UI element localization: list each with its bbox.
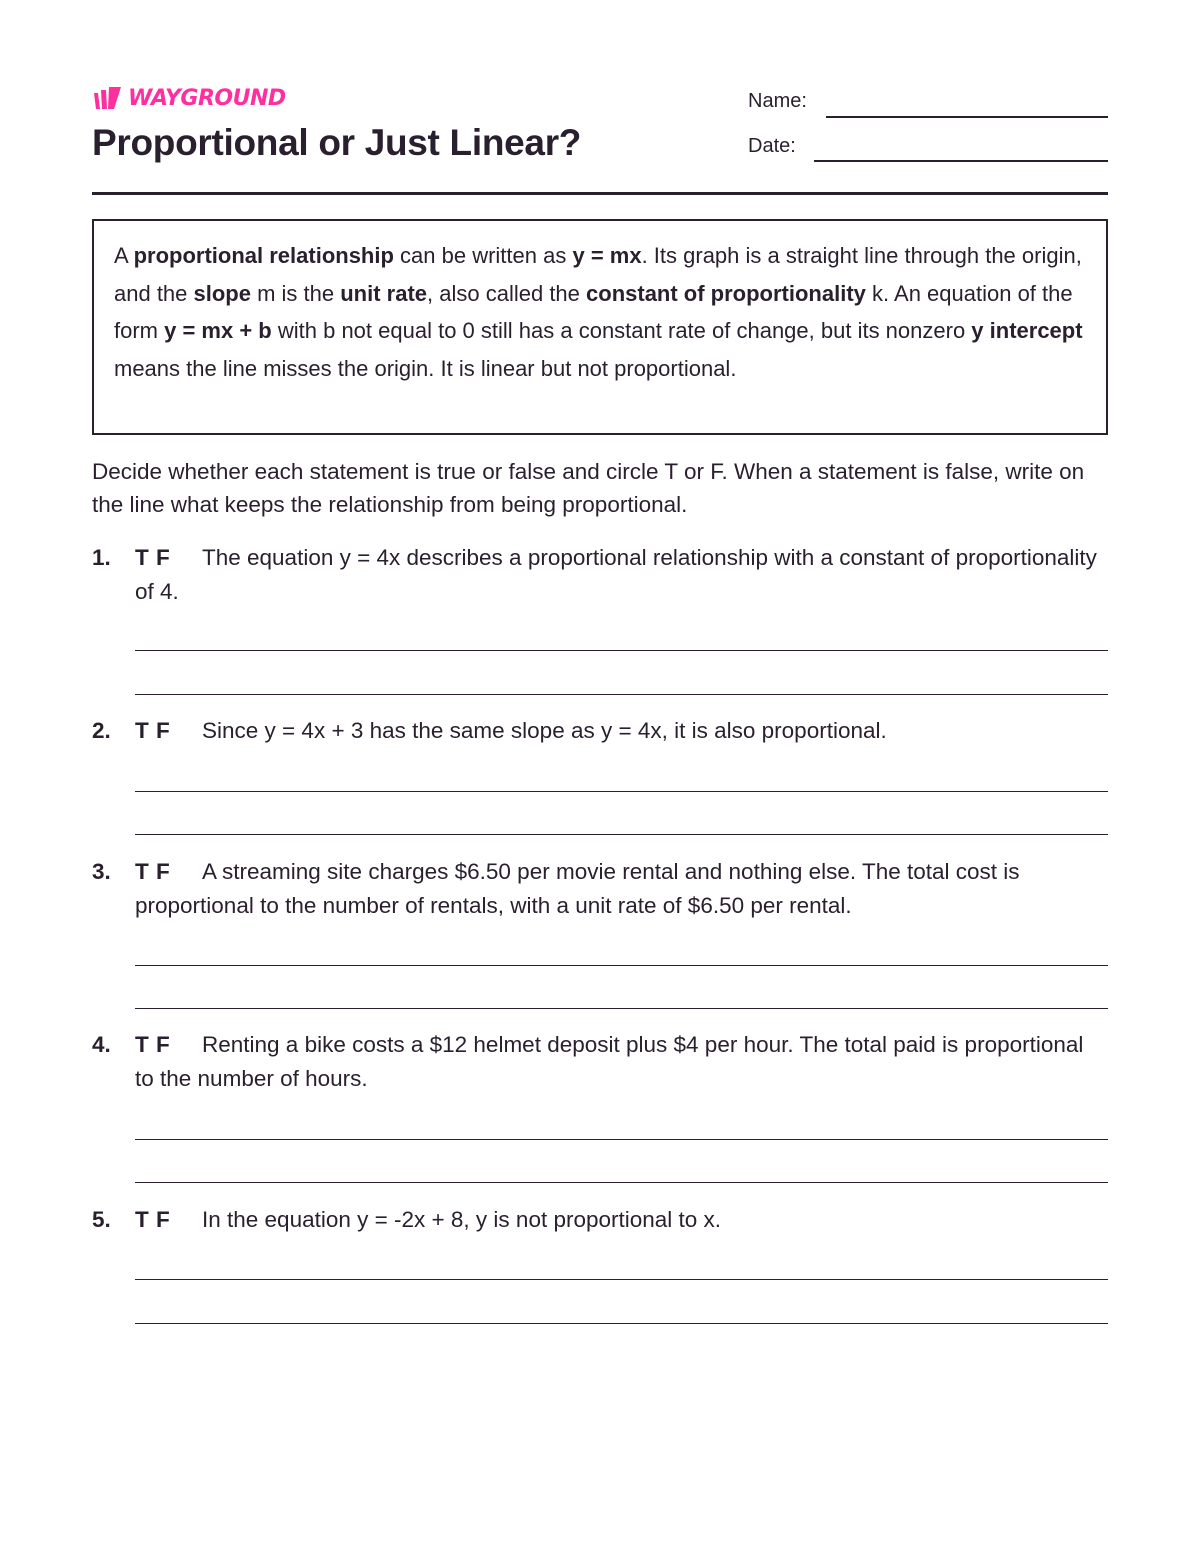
question-2 [92, 714, 1108, 748]
answer-line[interactable] [135, 834, 1108, 835]
true-false-choice[interactable]: T F [135, 545, 171, 570]
answer-line[interactable] [135, 694, 1108, 695]
question-text: Renting a bike costs a $12 helmet deposit plus $4 per hour. The total paid is proportional to the number of hours. [135, 1032, 1084, 1091]
answer-line[interactable] [135, 1139, 1108, 1140]
question-text: In the equation y = -2x + 8, y is not proportional to x. [202, 1207, 722, 1232]
question-text: Since y = 4x + 3 has the same slope as y = 4x, it is also proportional. [202, 718, 887, 743]
true-false-choice[interactable]: T F [135, 859, 171, 884]
instructions: Decide whether each statement is true or false and circle T or F. When a statement is false, write on the line what keeps the relationship from being proportional. [92, 459, 1085, 517]
answer-line[interactable] [135, 791, 1108, 792]
info-term: y = mx [572, 243, 642, 268]
info-text: with b not equal to 0 still has a constant rate of change, but its nonzero [271, 318, 972, 343]
answer-line[interactable] [135, 965, 1108, 966]
answer-line[interactable] [135, 650, 1108, 651]
question-number: 3. [92, 859, 111, 884]
info-text: m is the [250, 280, 341, 306]
info-text: , also called the [427, 280, 587, 306]
question-number: 4. [92, 1032, 111, 1057]
info-text: . Its graph is a straight line through the origin, and the [114, 243, 1082, 306]
info-text: means the line misses the origin. It is linear but not proportional. [114, 355, 737, 381]
question-number: 1. [92, 545, 111, 570]
question-text: A streaming site charges $6.50 per movie rental and nothing else. The total cost is proportional to the number of rentals, with a unit rate of $6.50 per rental. [135, 859, 1020, 918]
true-false-choice[interactable]: T F [135, 1032, 171, 1057]
definition-box [92, 219, 1108, 435]
question-number: 2. [92, 718, 111, 743]
answer-line[interactable] [135, 1182, 1108, 1183]
answer-line[interactable] [135, 1323, 1108, 1324]
wayground-logo-icon [92, 87, 122, 111]
info-text: can be written as [393, 243, 573, 268]
info-term: y = mx + b [164, 318, 272, 343]
info-term: unit rate [340, 280, 428, 306]
brand-name: WAYGROUND [128, 86, 286, 111]
info-text: k. An equation of the form [114, 280, 1073, 343]
question-text: The equation y = 4x describes a proportional relationship with a constant of proportionality of 4. [135, 545, 1097, 604]
question-4 [92, 1028, 1108, 1096]
question-3 [92, 855, 1108, 923]
info-term: y intercept [971, 318, 1083, 343]
name-label: Name: [748, 90, 807, 112]
name-field[interactable] [826, 116, 1108, 118]
info-term: proportional relationship [133, 243, 394, 268]
date-field[interactable] [814, 160, 1108, 162]
page-title: Proportional or Just Linear? [92, 122, 582, 163]
brand-logo [92, 86, 286, 111]
question-number: 5. [92, 1207, 111, 1232]
true-false-choice[interactable]: T F [135, 718, 171, 743]
header-divider [92, 192, 1108, 195]
info-term: constant of proportionality [586, 280, 866, 306]
answer-line[interactable] [135, 1008, 1108, 1009]
date-label: Date: [748, 135, 796, 157]
true-false-choice[interactable]: T F [135, 1207, 171, 1232]
info-term: slope [193, 280, 251, 306]
question-5 [92, 1203, 1108, 1237]
info-text: A [114, 243, 134, 268]
answer-line[interactable] [135, 1279, 1108, 1280]
question-1 [92, 541, 1108, 609]
